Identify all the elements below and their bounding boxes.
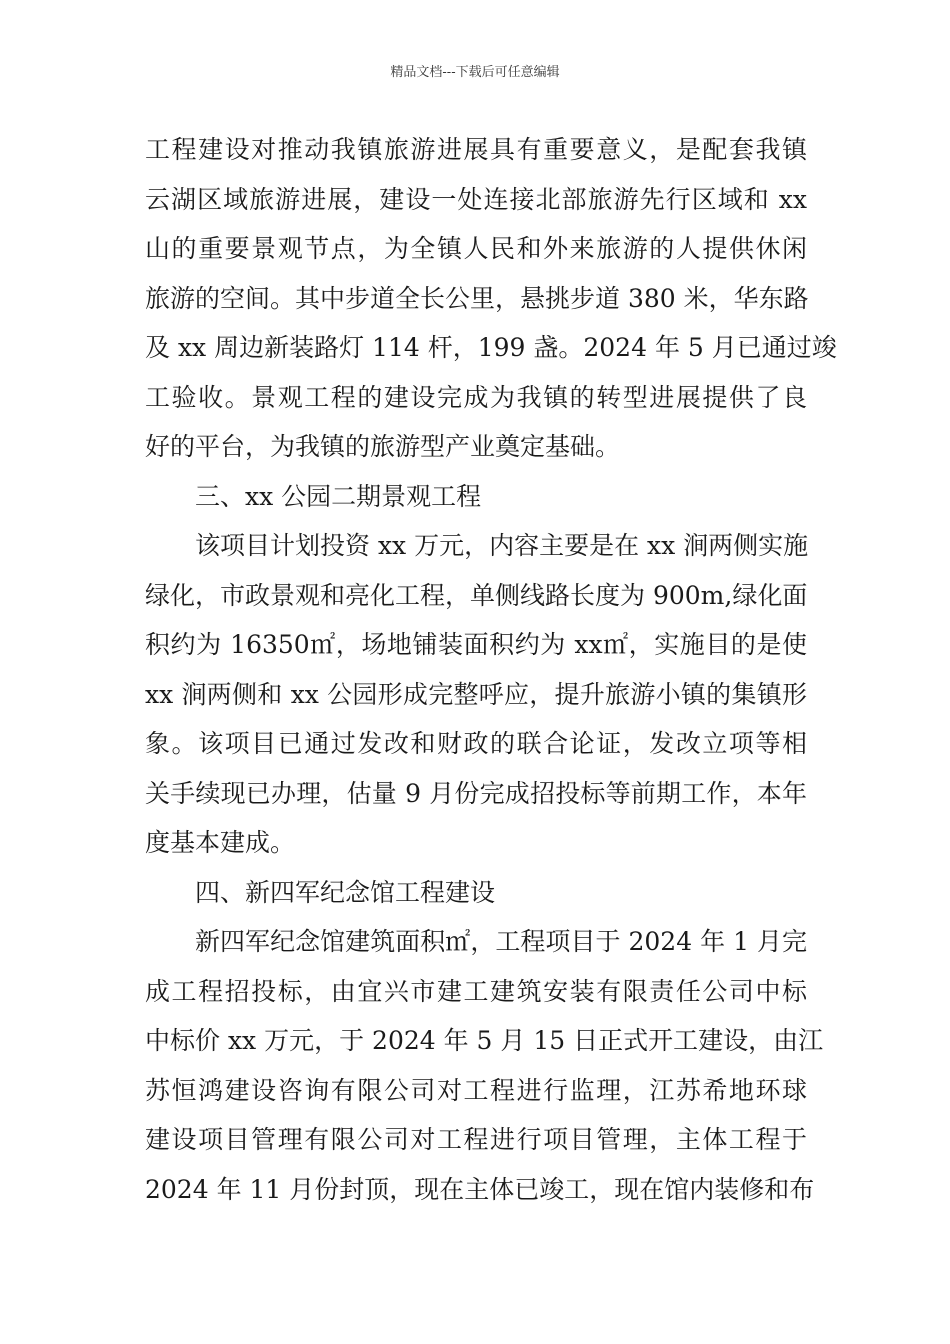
section-heading: 三、xx 公园二期景观工程 bbox=[195, 481, 482, 511]
text-line: 及 xx 周边新装路灯 114 杆，199 盏。2024 年 5 月已通过竣 bbox=[145, 333, 837, 362]
text-line: 旅游的空间。其中步道全长公里，悬挑步道 380 米，华东路 bbox=[145, 283, 809, 313]
text-line: 象。该项目已通过发改和财政的联合论证，发改立项等相 bbox=[145, 729, 807, 758]
text-line: 该项目计划投资 xx 万元，内容主要是在 xx 涧两侧实施 bbox=[195, 531, 809, 560]
text-line: 工程建设对推动我镇旅游进展具有重要意义，是配套我镇 bbox=[145, 135, 807, 164]
text-line: 积约为 16350㎡，场地铺装面积约为 xx㎡，实施目的是使 bbox=[145, 630, 807, 659]
text-line: 新四军纪念馆建筑面积㎡，工程项目于 2024 年 1 月完 bbox=[195, 927, 807, 956]
document-body bbox=[145, 125, 837, 1214]
text-line: 好的平台，为我镇的旅游型产业奠定基础。 bbox=[145, 432, 621, 461]
section-heading: 四、新四军纪念馆工程建设 bbox=[195, 877, 496, 907]
text-line: 中标价 xx 万元，于 2024 年 5 月 15 日正式开工建设，由江 bbox=[145, 1026, 824, 1055]
page-header: 精品文档---下载后可任意编辑 bbox=[390, 65, 560, 80]
text-line: 绿化，市政景观和亮化工程，单侧线路长度为 900m,绿化面 bbox=[145, 580, 808, 610]
text-line: 云湖区域旅游进展，建设一处连接北部旅游先行区域和 xx bbox=[145, 184, 807, 214]
text-line: 关手续现已办理，估量 9 月份完成招投标等前期工作，本年 bbox=[145, 778, 807, 808]
text-line: xx 涧两侧和 xx 公园形成完整呼应，提升旅游小镇的集镇形 bbox=[145, 679, 807, 709]
text-line: 工验收。景观工程的建设完成为我镇的转型进展提供了良 bbox=[145, 382, 807, 412]
text-line: 2024 年 11 月份封顶，现在主体已竣工，现在馆内装修和布 bbox=[145, 1174, 815, 1204]
text-line: 苏恒鸿建设咨询有限公司对工程进行监理，江苏希地环球 bbox=[145, 1075, 807, 1105]
text-line: 成工程招投标，由宜兴市建工建筑安装有限责任公司中标 bbox=[145, 976, 807, 1006]
text-line: 建设项目管理有限公司对工程进行项目管理，主体工程于 bbox=[145, 1125, 807, 1154]
text-line: 山的重要景观节点，为全镇人民和外来旅游的人提供休闲 bbox=[145, 234, 807, 263]
text-line: 度基本建成。 bbox=[145, 828, 296, 857]
